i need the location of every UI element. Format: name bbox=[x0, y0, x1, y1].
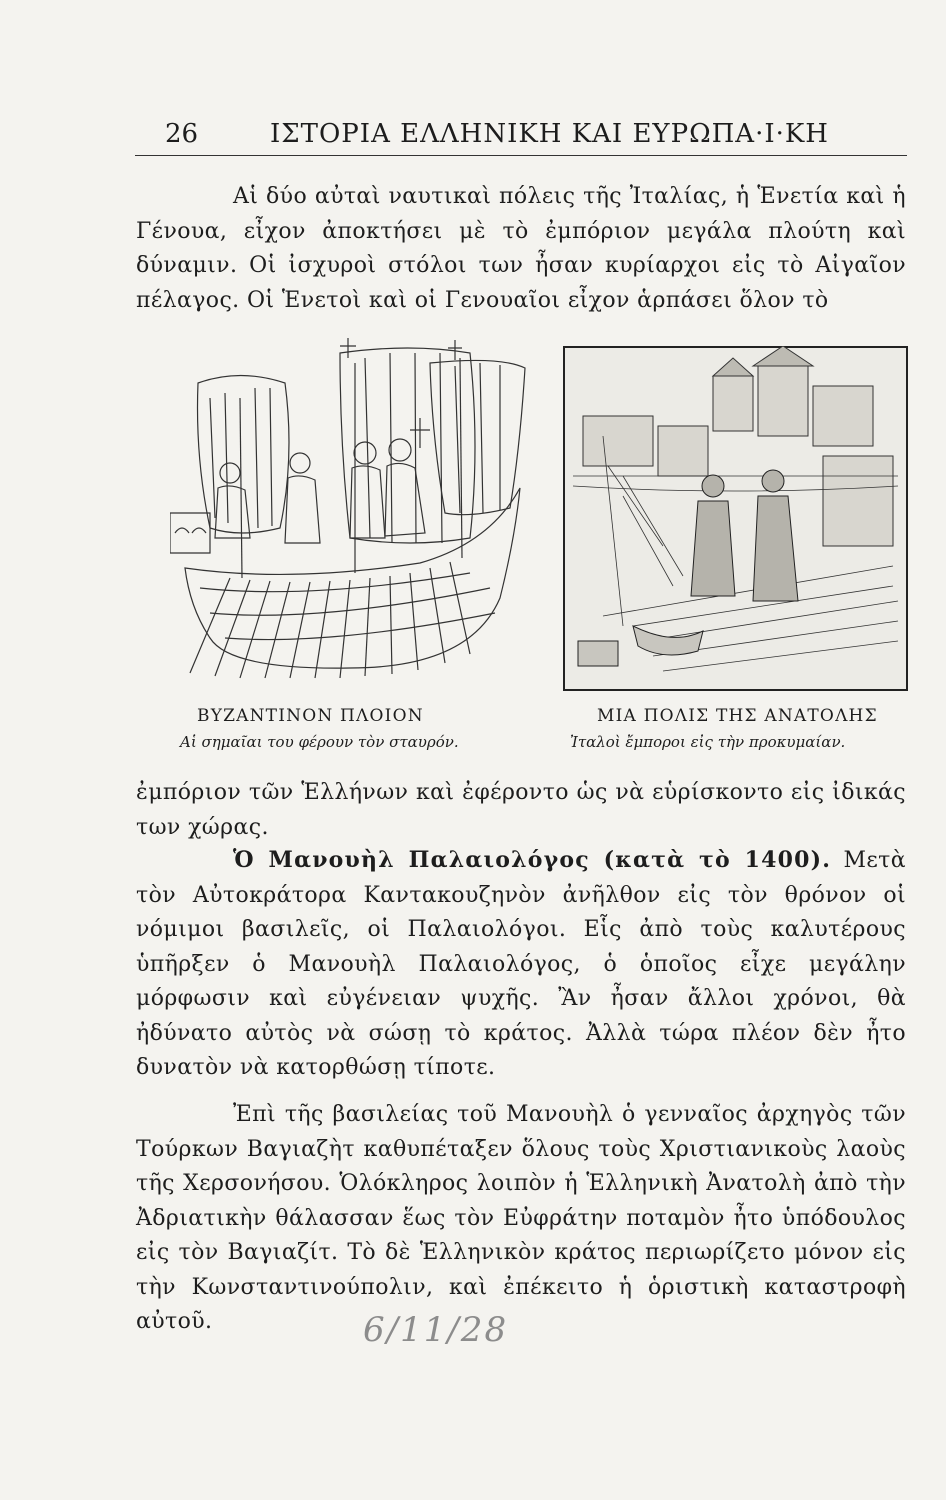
paragraph-4: Ἐπὶ τῆς βασιλείας τοῦ Μανουὴλ ὁ γενναῖος ἀρχηγὸς τῶν Τούρκων Βαγιαζὴτ καθυπέταξεν ὅλους τοὺς Χριστιανικοὺς λαοὺς τῆς Χερσονήσου. Ὁλόκληρος λοιπὸν ἡ Ἑλληνικὴ Ἀνατολὴ ἀπὸ τὴν Ἀδριατικὴν θάλασσαν ἕως τὸν Εὐφράτην ποταμὸν ἦτο ὑπόδουλος εἰς τὸν Βαγιαζίτ. Τὸ δὲ Ἑλληνικὸν κράτος περιωρίζετο μόνον εἰς τὴν Κωνσταντινούπολιν, καὶ ἐπέκειτο ἡ ὁριστικὴ καταστροφὴ αὐτοῦ. bbox=[136, 1102, 906, 1334]
paragraph-3-text: Μετὰ τὸν Αὐτοκράτορα Καντακουζηνὸν ἀνῆλθον εἰς τὸν θρόνον οἱ νόμιμοι βασιλεῖς, οἱ Παλαιολόγοι. Εἷς ἀπὸ τοὺς καλυτέρους ὑπῆρξεν ὁ Μανουὴλ Παλαιολόγος, ὁ ὁποῖος εἶχε μεγάλην μόρφωσιν καὶ εὐγένειαν ψυχῆς. Ἂν ἦσαν ἄλλοι χρόνοι, θὰ ἠδύνατο αὐτὸς νὰ σώσῃ τὸ κράτος. Ἀλλὰ τώρα πλέον δὲν ἦτο δυνατὸν νὰ κατορθώσῃ τίποτε. bbox=[136, 848, 906, 1080]
paragraph-2: ἐμπόριον τῶν Ἑλλήνων καὶ ἐφέροντο ὡς νὰ εὑρίσκοντο εἰς ἰδικάς των χώρας. bbox=[136, 780, 906, 840]
header-rule bbox=[135, 155, 907, 156]
byzantine-ship-illustration bbox=[170, 338, 535, 683]
page-number: 26 bbox=[165, 119, 199, 149]
left-figure-title: ΒΥΖΑΝΤΙΝΟΝ ΠΛΟΙΟΝ bbox=[197, 706, 424, 726]
right-figure-caption: Ἰταλοὶ ἔμποροι εἰς τὴν προκυμαίαν. bbox=[570, 733, 846, 751]
eastern-city-illustration bbox=[563, 346, 908, 691]
paragraph-1: Αἱ δύο αὐταὶ ναυτικαὶ πόλεις τῆς Ἰταλίας, ἡ Ἑνετία καὶ ἡ Γένουα, εἶχον ἀποκτήσει μὲ τὸ ἐμπόριον μεγάλα πλούτη καὶ δύναμιν. Οἱ ἰσχυροὶ στόλοι των ἦσαν κυρίαρχοι εἰς τὸ Αἰγαῖον πέλαγος. Οἱ Ἑνετοὶ καὶ οἱ Γενουαῖοι εἶχον ἁρπάσει ὅλον τὸ bbox=[136, 184, 906, 313]
left-figure-caption: Αἱ σημαῖαι του φέρουν τὸν σταυρόν. bbox=[180, 733, 459, 751]
running-head: ΙΣΤΟΡΙΑ ΕΛΛΗΝΙΚΗ ΚΑΙ ΕΥΡΩΠΑ·Ι·ΚΗ bbox=[270, 119, 829, 149]
paragraph-3 bbox=[136, 843, 906, 1086]
section-heading: Ὁ Μανουὴλ Παλαιολόγος (κατὰ τὸ 1400). bbox=[233, 847, 832, 873]
pencil-date-annotation: 6/11/28 bbox=[363, 1310, 509, 1350]
right-figure-title: ΜΙΑ ΠΟΛΙΣ ΤΗΣ ΑΝΑΤΟΛΗΣ bbox=[597, 706, 878, 726]
